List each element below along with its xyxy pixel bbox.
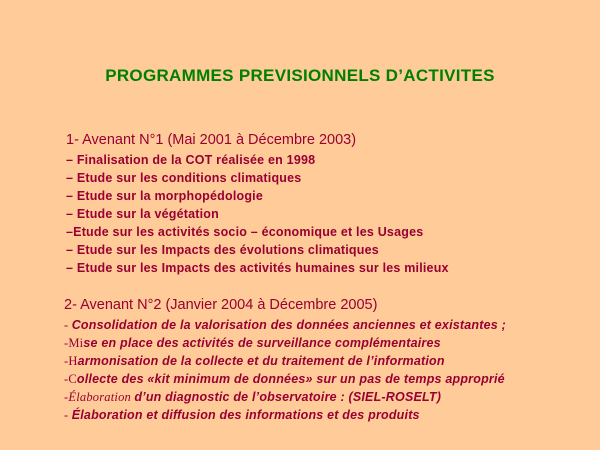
list-item-text: Élaboration et diffusion des informations et des produits [71, 408, 420, 422]
list-item-lead: - [64, 408, 72, 422]
list-item: –Etude sur les activités socio – économique et les Usages [66, 225, 424, 239]
list-item [64, 334, 506, 352]
list-item: – Etude sur les conditions climatiques [66, 171, 302, 185]
list-item-text: Consolidation de la valorisation des données anciennes et existantes ; [71, 318, 506, 332]
section-avenant-1 [66, 131, 449, 277]
list-item-text: armonisation de la collecte et du traitement de l’information [77, 354, 445, 368]
list-item-lead: -H [64, 354, 78, 368]
list-item-text: ollecte des «kit minimum de données» sur un pas de temps approprié [76, 372, 505, 386]
list-item: – Etude sur les Impacts des activités humaines sur les milieux [66, 261, 449, 275]
section-heading: 1- Avenant N°1 (Mai 2001 à Décembre 2003) [66, 132, 357, 148]
list-item [64, 370, 506, 388]
list-item [64, 406, 506, 424]
list-item: – Etude sur les Impacts des évolutions climatiques [66, 243, 379, 257]
section-heading: 2- Avenant N°2 (Janvier 2004 à Décembre 2005) [64, 297, 378, 313]
list-item-lead: -Élaboration [64, 390, 135, 404]
list-item [64, 316, 506, 334]
slide-title: PROGRAMMES PREVISIONNELS D’ACTIVITES [105, 66, 495, 85]
list-item-lead: -Mi [64, 336, 84, 350]
list-item-lead: - [64, 318, 72, 332]
list-item [64, 352, 506, 370]
list-item: – Etude sur la morphopédologie [66, 189, 263, 203]
list-item [64, 388, 506, 406]
section-avenant-2 [64, 296, 506, 424]
list-item: – Finalisation de la COT réalisée en 1998 [66, 153, 316, 167]
list-item-text: se en place des activités de surveillance complémentaires [83, 336, 441, 350]
list-item-text: d’un diagnostic de l’observatoire : (SIEL-ROSELT) [134, 390, 442, 404]
list-item: – Etude sur la végétation [66, 207, 219, 221]
list-item-lead: -C [64, 372, 77, 386]
